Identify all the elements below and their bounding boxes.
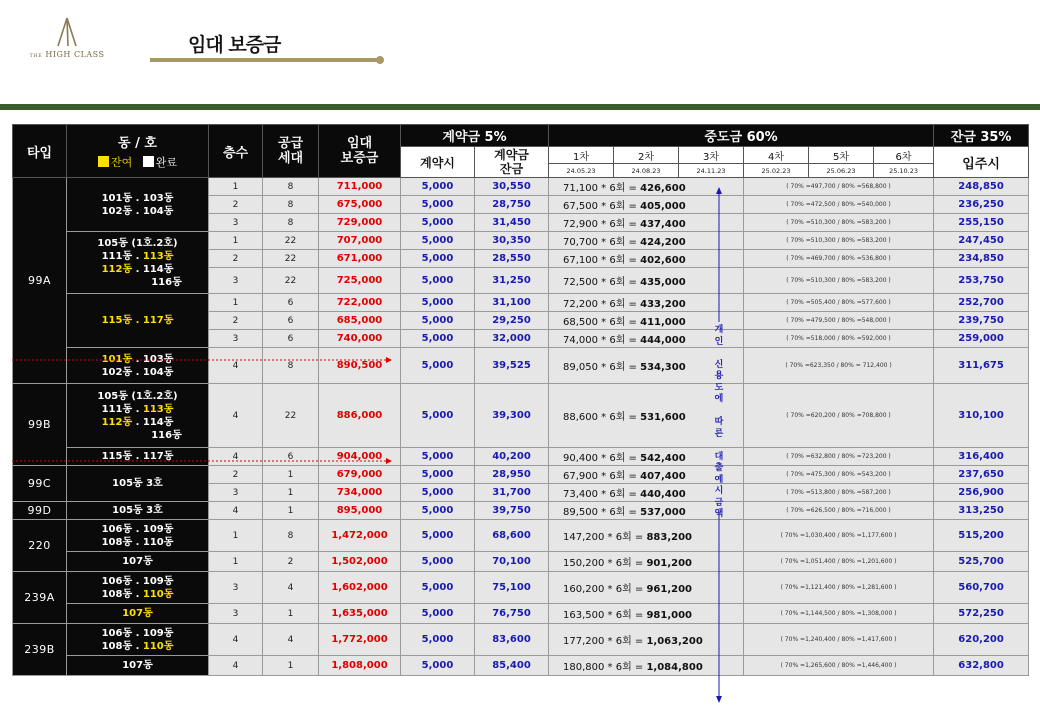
header-round-3: 3차: [679, 147, 744, 164]
table-cell: 3: [209, 484, 263, 502]
dong-cell: 105동 3호: [67, 466, 209, 502]
table-cell: 4: [263, 624, 319, 656]
table-cell: 4: [209, 656, 263, 676]
table-cell: 1: [209, 552, 263, 572]
type-cell: 99D: [13, 502, 67, 520]
table-cell: 73,400 * 6회 = 440,400: [549, 484, 744, 502]
table-cell: 3: [209, 572, 263, 604]
header-date-4: 25.02.23: [744, 164, 809, 178]
table-cell: 5,000: [401, 520, 475, 552]
table-cell: 3: [209, 214, 263, 232]
header-date-1: 24.05.23: [549, 164, 614, 178]
table-cell: 30,350: [475, 232, 549, 250]
header-balance-group: 잔금 35%: [934, 125, 1029, 147]
table-cell: 5,000: [401, 214, 475, 232]
loan-note-char: 대: [714, 451, 724, 462]
table-cell: 67,100 * 6회 = 402,600: [549, 250, 744, 268]
table-cell: 722,000: [319, 294, 401, 312]
table-cell: 1: [263, 656, 319, 676]
table-cell: 252,700: [934, 294, 1029, 312]
table-cell: 1: [209, 232, 263, 250]
table-cell: 4: [209, 348, 263, 384]
table-cell: 4: [209, 448, 263, 466]
table-cell: 711,000: [319, 178, 401, 196]
table-cell: 8: [263, 196, 319, 214]
table-cell: 2: [263, 552, 319, 572]
header-date-3: 24.11.23: [679, 164, 744, 178]
table-cell: 72,200 * 6회 = 433,200: [549, 294, 744, 312]
table-cell: 1,502,000: [319, 552, 401, 572]
dong-cell: 101동 . 103동 102동 . 104동: [67, 178, 209, 232]
header-round-5: 5차: [809, 147, 874, 164]
table-cell: 8: [263, 214, 319, 232]
table-cell: 39,300: [475, 384, 549, 448]
table-cell: 5,000: [401, 572, 475, 604]
table-cell: ( 70% =469,700 / 80% =536,800 ): [744, 250, 934, 268]
table-cell: 3: [209, 268, 263, 294]
table-cell: 6: [263, 448, 319, 466]
dong-cell: 107동: [67, 552, 209, 572]
header-dong-label: 동 / 호: [118, 136, 157, 151]
table-cell: 5,000: [401, 484, 475, 502]
table-cell: 5,000: [401, 232, 475, 250]
loan-note-char: 른: [714, 428, 724, 439]
table-cell: 236,250: [934, 196, 1029, 214]
table-cell: 1: [263, 466, 319, 484]
table-cell: 1,635,000: [319, 604, 401, 624]
dong-cell: 115동 . 117동: [67, 294, 209, 348]
table-cell: 5,000: [401, 466, 475, 484]
table-cell: 5,000: [401, 348, 475, 384]
header-floor: 층수: [209, 125, 263, 178]
table-cell: 5,000: [401, 294, 475, 312]
table-cell: 316,400: [934, 448, 1029, 466]
table-cell: 1,808,000: [319, 656, 401, 676]
table-cell: ( 70% =505,400 / 80% =577,600 ): [744, 294, 934, 312]
table-cell: 515,200: [934, 520, 1029, 552]
loan-note-char: [712, 440, 726, 452]
table-cell: 177,200 * 6회 = 1,063,200: [549, 624, 744, 656]
table-cell: 5,000: [401, 178, 475, 196]
table-cell: 310,100: [934, 384, 1029, 448]
table-cell: 90,400 * 6회 = 542,400: [549, 448, 744, 466]
table-cell: 28,750: [475, 196, 549, 214]
table-cell: 163,500 * 6회 = 981,000: [549, 604, 744, 624]
table-cell: ( 70% =1,144,500 / 80% =1,308,000 ): [744, 604, 934, 624]
header-move-in: 입주시: [934, 147, 1029, 178]
table-cell: 5,000: [401, 624, 475, 656]
table-cell: ( 70% =497,700 / 80% =568,800 ): [744, 178, 934, 196]
header-date-5: 25.06.23: [809, 164, 874, 178]
table-cell: 68,500 * 6회 = 411,000: [549, 312, 744, 330]
table-cell: 620,200: [934, 624, 1029, 656]
table-cell: 30,550: [475, 178, 549, 196]
table-cell: 5,000: [401, 268, 475, 294]
header-round-1: 1차: [549, 147, 614, 164]
header-middle-group: 중도금 60%: [549, 125, 934, 147]
dong-cell: 107동: [67, 604, 209, 624]
table-cell: ( 70% =479,500 / 80% =548,000 ): [744, 312, 934, 330]
table-cell: ( 70% =1,030,400 / 80% =1,177,600 ): [744, 520, 934, 552]
table-cell: 2: [209, 312, 263, 330]
table-cell: 70,700 * 6회 = 424,200: [549, 232, 744, 250]
header-type: 타입: [13, 125, 67, 178]
table-cell: 67,500 * 6회 = 405,000: [549, 196, 744, 214]
table-cell: 28,550: [475, 250, 549, 268]
table-cell: 6: [263, 330, 319, 348]
table-cell: 3: [209, 604, 263, 624]
table-cell: 31,700: [475, 484, 549, 502]
table-cell: 740,000: [319, 330, 401, 348]
table-cell: 22: [263, 268, 319, 294]
table-cell: 160,200 * 6회 = 961,200: [549, 572, 744, 604]
type-cell: 99C: [13, 466, 67, 502]
table-cell: 707,000: [319, 232, 401, 250]
table-cell: 28,950: [475, 466, 549, 484]
loan-note-char: [712, 406, 726, 418]
loan-note-char: 용: [714, 371, 724, 381]
table-cell: 67,900 * 6회 = 407,400: [549, 466, 744, 484]
table-cell: ( 70% =475,300 / 80% =543,200 ): [744, 466, 934, 484]
table-cell: 313,250: [934, 502, 1029, 520]
table-cell: 5,000: [401, 250, 475, 268]
table-cell: 2: [209, 250, 263, 268]
dong-cell: 105동 3호: [67, 502, 209, 520]
table-cell: 2: [209, 466, 263, 484]
table-cell: 39,750: [475, 502, 549, 520]
table-cell: 886,000: [319, 384, 401, 448]
table-cell: 685,000: [319, 312, 401, 330]
table-cell: ( 70% =626,500 / 80% =716,000 ): [744, 502, 934, 520]
legend-remaining-label: 잔여: [110, 156, 133, 169]
dong-cell: 107동: [67, 656, 209, 676]
table-cell: 4: [209, 384, 263, 448]
table-cell: 253,750: [934, 268, 1029, 294]
table-cell: ( 70% =510,300 / 80% =583,200 ): [744, 232, 934, 250]
table-cell: 76,750: [475, 604, 549, 624]
table-cell: 89,050 * 6회 = 534,300: [549, 348, 744, 384]
table-cell: 1: [263, 604, 319, 624]
table-cell: 5,000: [401, 604, 475, 624]
table-cell: 5,000: [401, 196, 475, 214]
type-cell: 239B: [13, 624, 67, 676]
table-cell: 22: [263, 232, 319, 250]
table-cell: 89,500 * 6회 = 537,000: [549, 502, 744, 520]
table-cell: 32,000: [475, 330, 549, 348]
loan-note-char: 출: [714, 463, 724, 473]
header-round-6: 6차: [874, 147, 934, 164]
table-cell: 72,500 * 6회 = 435,000: [549, 268, 744, 294]
table-cell: 40,200: [475, 448, 549, 466]
header-contract-at: 계약시: [401, 147, 475, 178]
loan-note-char: 개: [714, 325, 724, 335]
table-cell: 22: [263, 250, 319, 268]
table-cell: ( 70% =513,800 / 80% =587,200 ): [744, 484, 934, 502]
type-cell: 220: [13, 520, 67, 572]
table-cell: 22: [263, 384, 319, 448]
header-supply: 공급 세대: [263, 125, 319, 178]
table-cell: ( 70% =623,350 / 80% = 712,400 ): [744, 348, 934, 384]
table-cell: 39,525: [475, 348, 549, 384]
table-cell: 5,000: [401, 502, 475, 520]
table-cell: 4: [209, 624, 263, 656]
table-cell: 525,700: [934, 552, 1029, 572]
loan-note: [712, 325, 726, 521]
header-contract-group: 계약금 5%: [401, 125, 549, 147]
table-cell: 1,472,000: [319, 520, 401, 552]
table-cell: 1: [263, 502, 319, 520]
table-cell: ( 70% =620,200 / 80% =708,800 ): [744, 384, 934, 448]
table-cell: 560,700: [934, 572, 1029, 604]
loan-note-char: 금: [714, 497, 724, 508]
table-cell: 70,100: [475, 552, 549, 572]
type-cell: 99A: [13, 178, 67, 384]
table-cell: 3: [209, 330, 263, 348]
table-cell: 72,900 * 6회 = 437,400: [549, 214, 744, 232]
table-cell: 675,000: [319, 196, 401, 214]
table-cell: 671,000: [319, 250, 401, 268]
table-cell: 5,000: [401, 312, 475, 330]
table-cell: 147,200 * 6회 = 883,200: [549, 520, 744, 552]
table-cell: ( 70% =472,500 / 80% =540,000 ): [744, 196, 934, 214]
table-cell: ( 70% =1,265,600 / 80% =1,446,400 ): [744, 656, 934, 676]
loan-note-char: 도: [714, 382, 724, 393]
table-cell: 6: [263, 312, 319, 330]
table-cell: 895,000: [319, 502, 401, 520]
header-date-2: 24.08.23: [614, 164, 679, 178]
header-deposit: 임대 보증금: [319, 125, 401, 178]
table-cell: 8: [263, 520, 319, 552]
table-cell: 2: [209, 196, 263, 214]
table-cell: 1,772,000: [319, 624, 401, 656]
type-cell: 239A: [13, 572, 67, 624]
table-cell: 237,650: [934, 466, 1029, 484]
loan-note-char: 시: [714, 486, 724, 496]
table-cell: 734,000: [319, 484, 401, 502]
table-cell: 31,450: [475, 214, 549, 232]
table-cell: 5,000: [401, 656, 475, 676]
dong-cell: 106동 . 109동 108동 . 110동: [67, 624, 209, 656]
table-cell: 4: [209, 502, 263, 520]
table-cell: 29,250: [475, 312, 549, 330]
dong-cell: 101동 . 103동 102동 . 104동: [67, 348, 209, 384]
table-cell: 259,000: [934, 330, 1029, 348]
table-cell: 71,100 * 6회 = 426,600: [549, 178, 744, 196]
header-date-6: 25.10.23: [874, 164, 934, 178]
table-cell: 234,850: [934, 250, 1029, 268]
table-cell: 632,800: [934, 656, 1029, 676]
table-cell: 5,000: [401, 448, 475, 466]
table-cell: 255,150: [934, 214, 1029, 232]
header-round-4: 4차: [744, 147, 809, 164]
table-cell: 5,000: [401, 330, 475, 348]
table-cell: 1: [209, 294, 263, 312]
table-cell: 247,450: [934, 232, 1029, 250]
loan-note-char: 액: [714, 509, 724, 519]
table-cell: 890,500: [319, 348, 401, 384]
header-round-2: 2차: [614, 147, 679, 164]
table-cell: 31,100: [475, 294, 549, 312]
table-cell: 74,000 * 6회 = 444,000: [549, 330, 744, 348]
table-cell: 4: [263, 572, 319, 604]
type-cell: 99B: [13, 384, 67, 466]
table-cell: 180,800 * 6회 = 1,084,800: [549, 656, 744, 676]
table-cell: 88,600 * 6회 = 531,600: [549, 384, 744, 448]
dong-cell: 105동 (1호.2호) 111동 . 113동 112동 . 114동 116동: [67, 384, 209, 448]
dong-cell: 106동 . 109동 108동 . 110동: [67, 520, 209, 552]
loan-note-char: 신: [714, 359, 724, 370]
table-cell: 725,000: [319, 268, 401, 294]
legend-done-label: 완료: [155, 156, 178, 169]
table-cell: 1: [209, 520, 263, 552]
table-cell: 1: [209, 178, 263, 196]
table-cell: 679,000: [319, 466, 401, 484]
table-cell: ( 70% =632,800 / 80% =723,200 ): [744, 448, 934, 466]
table-cell: 239,750: [934, 312, 1029, 330]
dong-cell: 105동 (1호.2호) 111동 . 113동 112동 . 114동 116동: [67, 232, 209, 294]
table-cell: 75,100: [475, 572, 549, 604]
loan-note-char: [712, 348, 726, 360]
loan-note-char: 따: [714, 417, 724, 427]
table-cell: 311,675: [934, 348, 1029, 384]
loan-note-char: 인: [714, 336, 724, 347]
table-cell: 256,900: [934, 484, 1029, 502]
table-cell: 150,200 * 6회 = 901,200: [549, 552, 744, 572]
table-cell: 31,250: [475, 268, 549, 294]
table-cell: ( 70% =510,300 / 80% =583,200 ): [744, 268, 934, 294]
table-cell: 248,850: [934, 178, 1029, 196]
table-cell: ( 70% =1,121,400 / 80% =1,281,600 ): [744, 572, 934, 604]
dong-cell: 106동 . 109동 108동 . 110동: [67, 572, 209, 604]
table-cell: 904,000: [319, 448, 401, 466]
table-cell: 83,600: [475, 624, 549, 656]
table-cell: 572,250: [934, 604, 1029, 624]
table-cell: 5,000: [401, 552, 475, 572]
table-cell: 6: [263, 294, 319, 312]
brand-text: THE HIGH CLASS: [29, 50, 105, 59]
table-cell: ( 70% =1,051,400 / 80% =1,201,600 ): [744, 552, 934, 572]
table-cell: ( 70% =518,000 / 80% =592,000 ): [744, 330, 934, 348]
loan-note-char: 에: [714, 394, 724, 404]
table-cell: ( 70% =510,300 / 80% =583,200 ): [744, 214, 934, 232]
table-cell: 5,000: [401, 384, 475, 448]
table-cell: 1,602,000: [319, 572, 401, 604]
table-cell: 85,400: [475, 656, 549, 676]
table-cell: 68,600: [475, 520, 549, 552]
dong-cell: 115동 . 117동: [67, 448, 209, 466]
table-cell: 8: [263, 178, 319, 196]
table-cell: ( 70% =1,240,400 / 80% =1,417,600 ): [744, 624, 934, 656]
table-cell: 8: [263, 348, 319, 384]
page-title: 임대 보증금: [188, 34, 281, 56]
table-cell: 1: [263, 484, 319, 502]
table-cell: 729,000: [319, 214, 401, 232]
loan-note-char: 예: [714, 474, 724, 485]
header-contract-balance: 계약금 잔금: [475, 147, 549, 178]
